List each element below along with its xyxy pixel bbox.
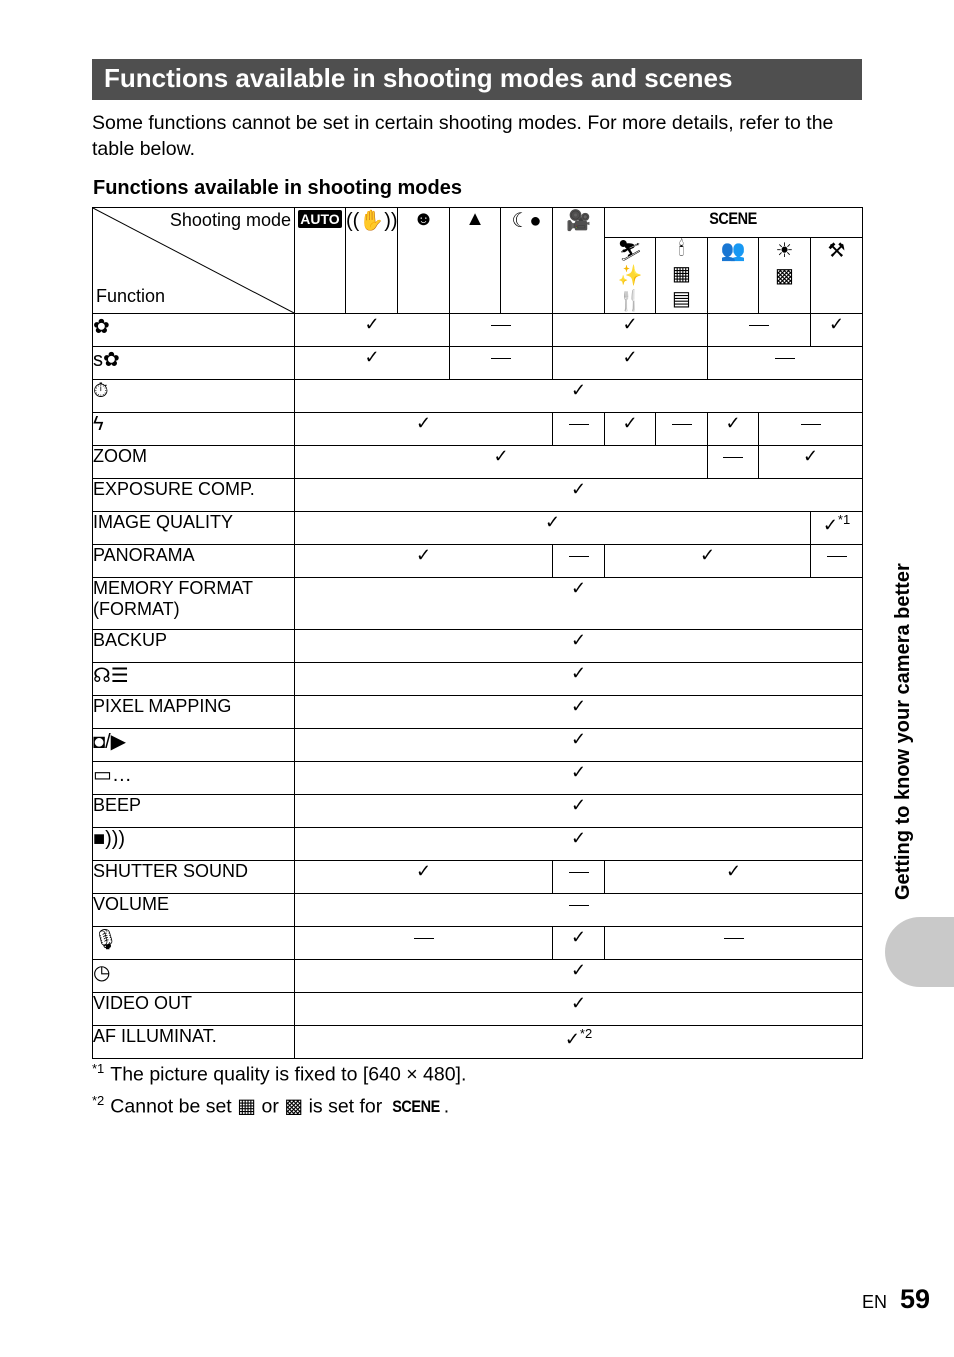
section-title: Functions available in shooting modes and scenes bbox=[92, 59, 862, 100]
candle-document-icon: 🕯 ▦ ▤ bbox=[672, 238, 691, 310]
dash bbox=[775, 358, 795, 359]
cell: ✓ bbox=[295, 545, 553, 578]
scene-sport-party-cuisine bbox=[605, 238, 656, 314]
dash bbox=[491, 325, 511, 326]
cell: ✓ bbox=[605, 545, 811, 578]
cell: ✓ bbox=[759, 446, 863, 479]
cell bbox=[295, 894, 863, 927]
scene-header bbox=[605, 208, 863, 238]
row-volume: VOLUME bbox=[93, 894, 295, 927]
camera-playback-icon: ◘/▶ bbox=[93, 731, 127, 753]
dash bbox=[569, 556, 589, 557]
corner-header bbox=[93, 208, 295, 314]
page-number: 59 bbox=[899, 1284, 930, 1314]
footnote-2-text-b: or bbox=[261, 1095, 279, 1117]
row-file-name bbox=[93, 762, 295, 795]
row-flash bbox=[93, 413, 295, 446]
scene-label: SCENE bbox=[709, 209, 758, 228]
row-sound bbox=[93, 828, 295, 861]
cell: ✓$^{*2}$ bbox=[295, 1026, 863, 1059]
clock-icon: ◷ bbox=[93, 962, 111, 984]
cell: ✓ bbox=[553, 927, 605, 960]
footnote-1-text: The picture quality is fixed to [640 × 480]. bbox=[110, 1063, 467, 1086]
cell: ✓ bbox=[295, 795, 863, 828]
row-pixel-mapping: PIXEL MAPPING bbox=[93, 696, 295, 729]
fireworks-scene-icon: ▩ bbox=[284, 1095, 304, 1117]
footnote-ref-2: *2 bbox=[579, 1026, 593, 1041]
mountain-icon: ▲ bbox=[465, 208, 485, 230]
row-shutter-sound: SHUTTER SOUND bbox=[93, 861, 295, 894]
sport-party-cuisine-icon: ⛷ ✨ 🍴 bbox=[617, 240, 643, 312]
footnote-ref-1: *1 bbox=[837, 512, 851, 527]
dash bbox=[724, 938, 744, 939]
cell: ✓ bbox=[295, 630, 863, 663]
dash bbox=[672, 424, 692, 425]
function-label: Function bbox=[96, 286, 166, 306]
memory-format-label: MEMORY FORMAT bbox=[93, 578, 254, 598]
scene-sunset-fireworks bbox=[759, 238, 811, 314]
cell bbox=[553, 861, 605, 894]
footnote-1-mark: *1 bbox=[92, 1061, 105, 1076]
cell: ✓ bbox=[295, 479, 863, 512]
dash bbox=[569, 872, 589, 873]
auto-mode-icon: AUTO bbox=[300, 211, 340, 227]
cell: ✓ bbox=[295, 828, 863, 861]
cell: ✓ bbox=[295, 696, 863, 729]
cell bbox=[450, 347, 553, 380]
cell: ✓ bbox=[295, 578, 863, 630]
mode-movie bbox=[553, 208, 605, 314]
footnote-2-text-a: Cannot be set bbox=[110, 1095, 232, 1117]
row-language bbox=[93, 663, 295, 696]
cell: ✓ bbox=[295, 729, 863, 762]
functions-table bbox=[92, 207, 863, 1059]
footnote-2-mark: *2 bbox=[92, 1092, 105, 1108]
cell: ✓ bbox=[295, 380, 863, 413]
self-timer-icon: ⏱ bbox=[93, 380, 109, 402]
mode-stabilize bbox=[346, 208, 398, 314]
cell: ✓ bbox=[295, 762, 863, 795]
cell: ✓ bbox=[295, 347, 450, 380]
table-heading: Functions available in shooting modes bbox=[93, 177, 462, 199]
mode-portrait bbox=[398, 208, 450, 314]
auction-icon: ⚒ bbox=[827, 240, 846, 262]
row-zoom: ZOOM bbox=[93, 446, 295, 479]
cell bbox=[553, 545, 605, 578]
row-shooting-playback bbox=[93, 729, 295, 762]
night-portrait-icon: ☾● bbox=[511, 210, 542, 232]
row-clock bbox=[93, 960, 295, 993]
row-af-illuminator: AF ILLUMINAT. bbox=[93, 1026, 295, 1059]
dash bbox=[827, 556, 847, 557]
cell bbox=[450, 314, 553, 347]
row-memory-format bbox=[93, 578, 295, 630]
candle-scene-icon: ▦ bbox=[237, 1095, 257, 1117]
row-exposure-comp: EXPOSURE COMP. bbox=[93, 479, 295, 512]
scene-self-portrait bbox=[708, 238, 759, 314]
cell bbox=[708, 446, 759, 479]
portrait-icon: ☻ bbox=[412, 208, 435, 230]
cell: ✓ bbox=[708, 413, 759, 446]
chapter-tab bbox=[885, 917, 954, 987]
dash bbox=[491, 358, 511, 359]
row-backup: BACKUP bbox=[93, 630, 295, 663]
format-label: (FORMAT) bbox=[93, 599, 180, 619]
cell bbox=[295, 927, 553, 960]
cell: ✓ bbox=[811, 314, 863, 347]
mode-landscape bbox=[450, 208, 501, 314]
dash bbox=[749, 325, 769, 326]
flash-icon: ϟ bbox=[93, 413, 104, 435]
cell bbox=[759, 413, 863, 446]
hand-shake-icon: ((✋)) bbox=[346, 210, 398, 232]
row-microphone bbox=[93, 927, 295, 960]
cell: ✓ bbox=[295, 663, 863, 696]
cell: ✓$^{*1}$ bbox=[811, 512, 863, 545]
row-video-out: VIDEO OUT bbox=[93, 993, 295, 1026]
cell: ✓ bbox=[295, 446, 708, 479]
cell: ✓ bbox=[295, 512, 811, 545]
cell: ✓ bbox=[295, 960, 863, 993]
cell bbox=[553, 413, 605, 446]
shooting-mode-label: Shooting mode bbox=[169, 210, 291, 230]
cell: ✓ bbox=[605, 413, 656, 446]
dash bbox=[569, 424, 589, 425]
dash bbox=[723, 457, 743, 458]
row-image-quality: IMAGE QUALITY bbox=[93, 512, 295, 545]
cell bbox=[605, 927, 863, 960]
dash bbox=[569, 905, 589, 906]
row-super-macro bbox=[93, 347, 295, 380]
sunset-fireworks-icon: ☀ ▩ bbox=[775, 240, 794, 287]
cell bbox=[811, 545, 863, 578]
row-beep: BEEP bbox=[93, 795, 295, 828]
intro-paragraph: Some functions cannot be set in certain shooting modes. For more details, refer to the table below. bbox=[92, 112, 834, 160]
footnote-2-text-c: is set for bbox=[308, 1095, 383, 1117]
cell: ✓ bbox=[295, 413, 553, 446]
cell: ✓ bbox=[553, 314, 708, 347]
mode-auto bbox=[295, 208, 346, 314]
self-portrait-icon: 👥 bbox=[720, 240, 746, 262]
footnote-2 bbox=[92, 1088, 466, 1121]
row-macro bbox=[93, 314, 295, 347]
cell: ✓ bbox=[295, 993, 863, 1026]
movie-camera-icon: 🎥 bbox=[566, 210, 591, 232]
super-macro-icon: s✿ bbox=[93, 349, 120, 371]
footnotes bbox=[92, 1056, 466, 1120]
footnote-scene-label: SCENE bbox=[391, 1097, 440, 1116]
language-icon: ☊☰ bbox=[93, 665, 129, 687]
cell bbox=[656, 413, 708, 446]
cell: ✓ bbox=[295, 861, 553, 894]
file-name-icon: ▭… bbox=[93, 764, 132, 786]
scene-candle-indoor-doc bbox=[656, 238, 708, 314]
cell: ✓ bbox=[295, 314, 450, 347]
mode-night-portrait bbox=[501, 208, 553, 314]
cell: ✓ bbox=[605, 861, 863, 894]
row-self-timer bbox=[93, 380, 295, 413]
macro-icon: ✿ bbox=[93, 316, 110, 338]
cell bbox=[708, 314, 811, 347]
dash bbox=[801, 424, 821, 425]
dash bbox=[414, 938, 434, 939]
scene-auction bbox=[811, 238, 863, 314]
footnote-1 bbox=[92, 1056, 466, 1088]
page-language: EN bbox=[862, 1292, 888, 1312]
microphone-icon: 🎙 bbox=[93, 929, 119, 951]
footnote-2-end: . bbox=[443, 1095, 450, 1117]
chapter-side-title: Getting to know your camera better bbox=[892, 563, 914, 900]
speaker-icon: ■))) bbox=[93, 828, 126, 850]
row-panorama: PANORAMA bbox=[93, 545, 295, 578]
cell: ✓ bbox=[553, 347, 708, 380]
cell bbox=[708, 347, 863, 380]
